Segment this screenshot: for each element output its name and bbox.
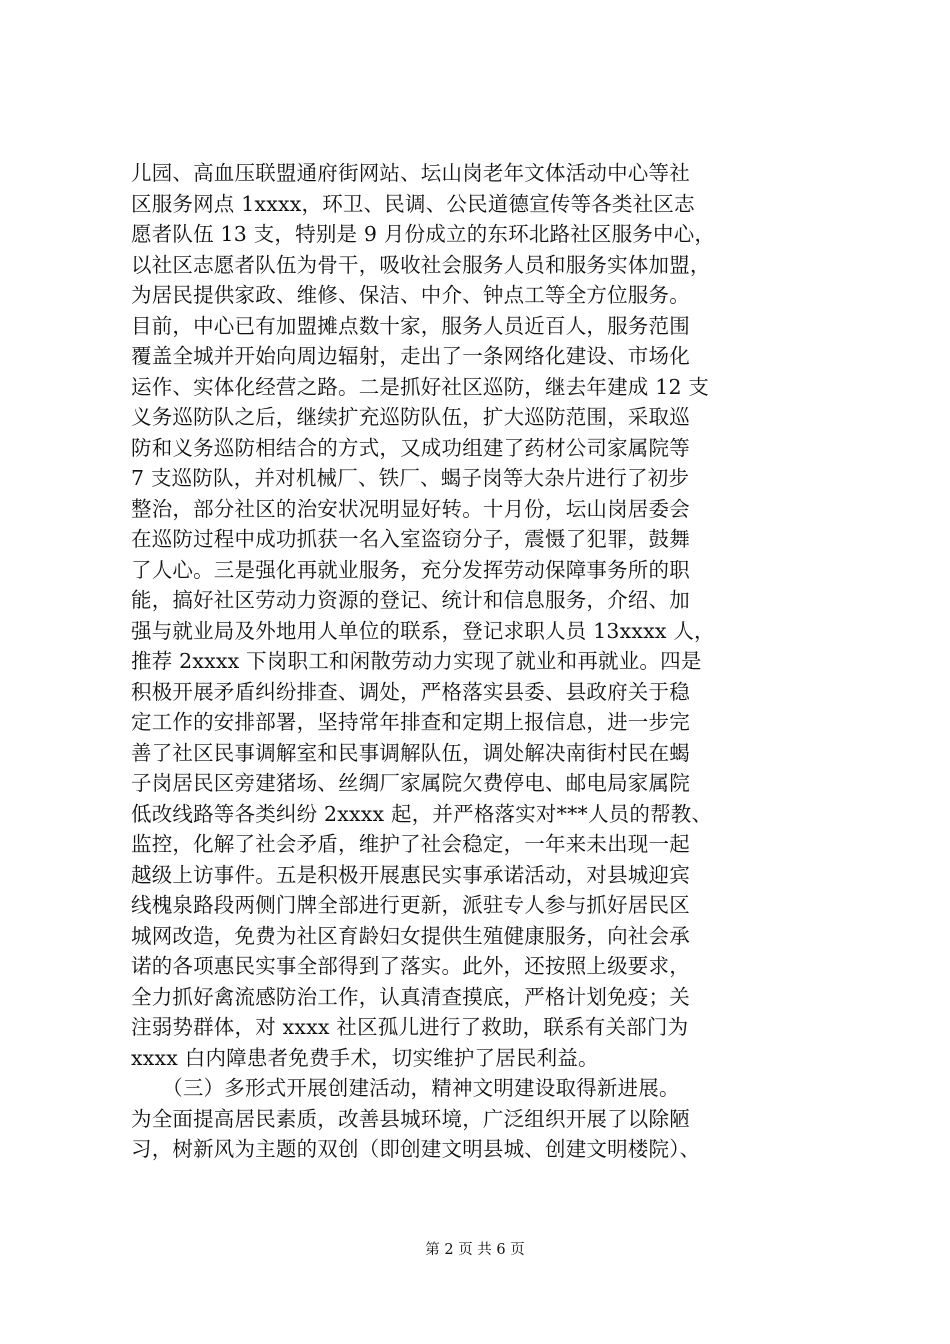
text-line: 了人心。三是强化再就业服务，充分发挥劳动保障事务所的职 <box>131 557 690 582</box>
text-line: 儿园、高血压联盟通府街网站、坛山岗老年文体活动中心等社 <box>131 161 690 185</box>
text-line: 推荐 2xxxx 下岗职工和闲散劳动力实现了就业和再就业。四是 <box>131 649 702 673</box>
text-line: 目前，中心已有加盟摊点数十家，服务人员近百人，服务范围 <box>131 313 690 338</box>
text-line: 能，搞好社区劳动力资源的登记、统计和信息服务，介绍、加 <box>131 588 690 612</box>
text-line: 定工作的安排部署，坚持常年排查和定期上报信息，进一步完 <box>131 710 690 734</box>
text-line: 为居民提供家政、维修、保洁、中介、钟点工等全方位服务。 <box>131 283 690 307</box>
document-body <box>131 158 831 1165</box>
text-line: 整治，部分社区的治安状况明显好转。十月份，坛山岗居委会 <box>131 496 690 521</box>
text-line: 诺的各项惠民实事全部得到了落实。此外，还按照上级要求， <box>131 954 690 978</box>
text-line: 注弱势群体，对 xxxx 社区孤儿进行了救助，联系有关部门为 <box>131 1015 689 1039</box>
text-line: 线槐泉路段两侧门牌全部进行更新，派驻专人参与抓好居民区 <box>131 893 690 917</box>
text-line: 全力抓好禽流感防治工作，认真清查摸底，严格计划免疫；关 <box>131 984 690 1009</box>
text-line: 低改线路等各类纠纷 2xxxx 起，并严格落实对***人员的帮教、 <box>131 801 713 826</box>
text-line: 以社区志愿者队伍为骨干，吸收社会服务人员和服务实体加盟， <box>131 252 711 277</box>
text-line: 越级上访事件。五是积极开展惠民实事承诺活动，对县城迎宾 <box>131 862 690 887</box>
text-line: 义务巡防队之后，继续扩充巡防队伍，扩大巡防范围，采取巡 <box>131 405 690 429</box>
text-line: 善了社区民事调解室和民事调解队伍，调处解决南街村民在蝎 <box>131 740 690 765</box>
text-line: 强与就业局及外地用人单位的联系，登记求职人员 13xxxx 人， <box>131 618 715 643</box>
text-line: 愿者队伍 13 支，特别是 9 月份成立的东环北路社区服务中心， <box>131 222 716 246</box>
text-line: 子岗居民区旁建猪场、丝绸厂家属院欠费停电、邮电局家属院 <box>131 771 690 795</box>
page-number: 第 2 页 共 6 页 <box>425 1242 525 1258</box>
text-line: 监控，化解了社会矛盾，维护了社会稳定，一年来未出现一起 <box>131 832 690 856</box>
text-line: 习，树新风为主题的双创（即创建文明县城、创建文明楼院）、 <box>131 1137 701 1161</box>
text-line: 积极开展矛盾纠纷排查、调处，严格落实县委、县政府关于稳 <box>131 679 690 704</box>
text-line: （三）多形式开展创建活动，精神文明建设取得新进展。 <box>131 1076 680 1100</box>
text-line: 城网改造，免费为社区育龄妇女提供生殖健康服务，向社会承 <box>131 923 690 948</box>
text-line: 区服务网点 1xxxx，环卫、民调、公民道德宣传等各类社区志 <box>131 191 695 216</box>
text-line: 7 支巡防队，并对机械厂、铁厂、蝎子岗等大杂片进行了初步 <box>131 466 690 490</box>
text-line: 覆盖全城并开始向周边辐射，走出了一条网络化建设、市场化 <box>131 344 690 368</box>
text-line: xxxx 白内障患者免费手术，切实维护了居民利益。 <box>131 1045 599 1070</box>
text-line: 运作、实体化经营之路。二是抓好社区巡防，继去年建成 12 支 <box>131 374 710 399</box>
text-line: 在巡防过程中成功抓获一名入室盗窃分子，震慑了犯罪，鼓舞 <box>131 527 690 551</box>
page-footer <box>0 1240 950 1260</box>
text-line: 防和义务巡防相结合的方式，又成功组建了药材公司家属院等 <box>131 435 690 460</box>
text-line: 为全面提高居民素质，改善县城环境，广泛组织开展了以除陋 <box>131 1106 690 1131</box>
